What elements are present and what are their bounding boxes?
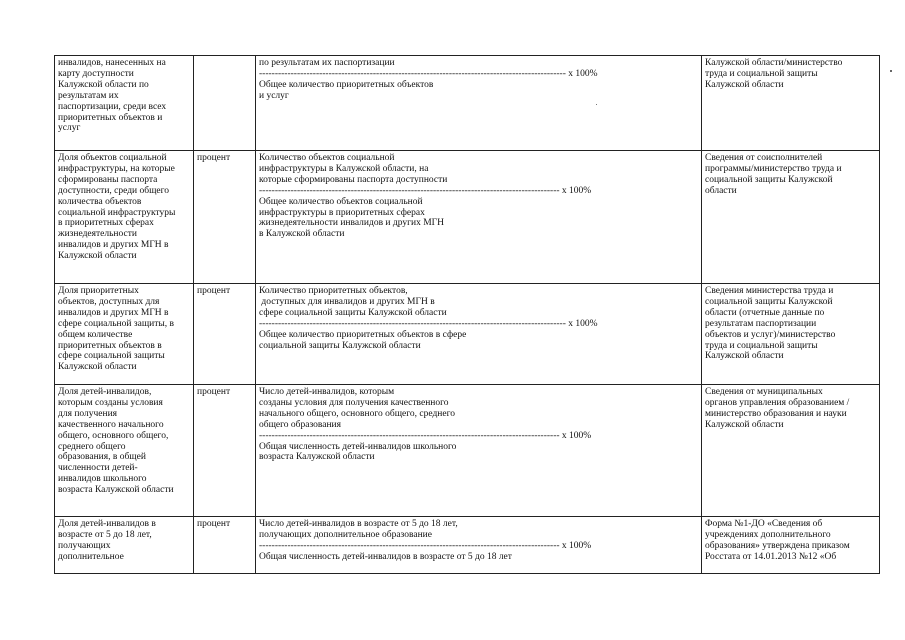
unit-cell: [194, 284, 256, 385]
source-line: образования» утверждена приказом: [705, 540, 850, 551]
formula-line: возраста Калужской области: [259, 452, 375, 463]
indicator-line: среднего общего: [58, 441, 126, 452]
source-line: Калужской области/министерство: [705, 58, 843, 68]
source-line: Калужской области: [705, 351, 784, 362]
formula-cell: [256, 517, 702, 574]
source-cell: [702, 56, 880, 151]
source-line: области (отчетные данные по: [705, 307, 825, 318]
indicator-line: результатам их: [58, 90, 119, 101]
unit-text: процент: [197, 387, 231, 397]
source-line: Калужской области: [705, 79, 784, 90]
source-line: Сведения министерства труда и: [705, 286, 834, 296]
source-line: министерство образования и науки: [705, 408, 847, 419]
indicator-line: услуг: [58, 123, 81, 134]
source-line: социальной защиты Калужской: [705, 174, 833, 185]
source-cell: [702, 385, 880, 517]
table-row: [55, 517, 880, 574]
source-line: учреждениях дополнительного: [705, 529, 831, 540]
formula-line: ------------------------------------------------------------------------------------------------- x 100%: [259, 318, 598, 329]
indicator-line: получающих: [58, 540, 111, 551]
indicator-line: которым созданы условия: [58, 397, 163, 408]
source-line: объектов и услуг)/министерство: [705, 329, 836, 340]
table-row: [55, 151, 880, 284]
formula-line: Общее количество приоритетных объектов в сфере: [259, 329, 467, 340]
unit-cell: [194, 385, 256, 517]
formula-line: Количество приоритетных объектов,: [259, 286, 408, 296]
formula-line: инфраструктуры в приоритетных сферах: [259, 207, 425, 218]
indicator-line: объектов, доступных для: [58, 296, 160, 307]
indicator-line: сфере социальной защиты, в: [58, 318, 174, 329]
indicator-line: Доля детей-инвалидов в: [58, 519, 156, 529]
indicator-cell: [55, 517, 194, 574]
formula-line: Общее количество приоритетных объектов: [259, 79, 434, 90]
formula-line: ------------------------------------------------------------------------------------------------- x 100%: [259, 68, 598, 79]
indicator-line: качественного начального: [58, 419, 164, 430]
indicator-line: возрасте от 5 до 18 лет,: [58, 529, 152, 540]
indicator-line: инвалидов и других МГН в: [58, 240, 169, 251]
indicator-line: карту доступности: [58, 68, 134, 79]
formula-line: получающих дополнительное образование: [259, 529, 432, 540]
formula-line: Общая численность детей-инвалидов школьного: [259, 441, 457, 452]
table-row: [55, 385, 880, 517]
table-row: [55, 284, 880, 385]
indicator-line: инвалидов, нанесенных на: [58, 58, 166, 68]
formula-line: в Калужской области: [259, 229, 345, 240]
source-cell: [702, 517, 880, 574]
indicator-line: инвалидов школьного: [58, 474, 147, 485]
indicators-table: [54, 55, 880, 574]
indicator-line: возраста Калужской области: [58, 485, 174, 496]
source-line: социальной защиты Калужской: [705, 296, 833, 307]
indicator-line: образования, в общей: [58, 452, 146, 463]
formula-line: ----------------------------------------------------------------------------------------------- x 100%: [259, 540, 592, 551]
indicator-line: в приоритетных сферах: [58, 218, 154, 229]
source-line: Сведения от соисполнителей: [705, 153, 823, 163]
formula-line: которые сформированы паспорта доступности: [259, 174, 448, 185]
source-line: Калужской области: [705, 419, 784, 430]
indicator-line: дополнительное: [58, 551, 124, 562]
formula-cell: [256, 151, 702, 284]
unit-cell: [194, 517, 256, 574]
formula-line: Количество объектов социальной: [259, 153, 395, 163]
formula-line: Общая численность детей-инвалидов в возрасте от 5 до 18 лет: [259, 551, 512, 562]
scan-speck: [890, 70, 892, 72]
indicator-line: доступности, среди общего: [58, 185, 170, 196]
unit-text: процент: [197, 519, 231, 529]
indicator-line: Доля объектов социальной: [58, 153, 167, 163]
indicator-line: Доля приоритетных: [58, 286, 139, 296]
indicator-cell: [55, 56, 194, 151]
formula-cell: [256, 284, 702, 385]
formula-cell: [256, 385, 702, 517]
indicator-cell: [55, 385, 194, 517]
indicator-line: приоритетных объектов в: [58, 340, 162, 351]
formula-line: доступных для инвалидов и других МГН в: [259, 296, 435, 307]
unit-text: процент: [197, 153, 231, 163]
formula-cell: [256, 56, 702, 151]
indicator-line: инфраструктуры, на которые: [58, 163, 175, 174]
indicator-line: численности детей-: [58, 463, 138, 474]
indicator-line: сфере социальной защиты: [58, 351, 165, 362]
indicator-line: паспортизации, среди всех: [58, 101, 167, 112]
formula-line: Число детей-инвалидов, которым: [259, 387, 395, 397]
indicator-line: Калужской области: [58, 251, 137, 262]
source-line: Росстата от 14.01.2013 №12 «Об: [705, 551, 837, 562]
formula-line: Общее количество объектов социальной: [259, 196, 423, 207]
formula-line: социальной защиты Калужской области: [259, 340, 421, 351]
indicator-line: приоритетных объектов и: [58, 112, 163, 123]
indicator-line: для получения: [58, 408, 118, 419]
source-line: Форма №1-ДО «Сведения об: [705, 519, 823, 529]
source-cell: [702, 151, 880, 284]
indicator-line: общего, основного общего,: [58, 430, 169, 441]
indicator-line: инвалидов и других МГН в: [58, 307, 169, 318]
source-line: области: [705, 185, 737, 196]
formula-line: Число детей-инвалидов в возрасте от 5 до 18 лет,: [259, 519, 458, 529]
source-line: труда и социальной защиты: [705, 68, 818, 79]
unit-cell: [194, 56, 256, 151]
indicator-line: жизнедеятельности: [58, 229, 137, 240]
formula-line: начального общего, основного общего, среднего: [259, 408, 455, 419]
formula-line: и услуг: [259, 90, 289, 101]
formula-line: созданы условия для получения качественного: [259, 397, 449, 408]
formula-line: ----------------------------------------------------------------------------------------------- x 100%: [259, 430, 592, 441]
unit-cell: [194, 151, 256, 284]
indicator-cell: [55, 151, 194, 284]
formula-line: ----------------------------------------------------------------------------------------------- x 100%: [259, 185, 592, 196]
formula-line: по результатам их паспортизации: [259, 58, 395, 68]
source-line: результатам паспортизации: [705, 318, 817, 329]
formula-line: инфраструктуры в Калужской области, на: [259, 163, 429, 174]
indicator-line: Калужской области по: [58, 79, 149, 90]
source-cell: [702, 284, 880, 385]
indicator-line: социальной инфраструктуры: [58, 207, 176, 218]
indicator-line: Калужской области: [58, 362, 137, 373]
source-line: Сведения от муниципальных: [705, 387, 823, 397]
scan-speck: [596, 104, 597, 105]
source-line: труда и социальной защиты: [705, 340, 818, 351]
indicator-line: сформированы паспорта: [58, 174, 158, 185]
table-row: [55, 56, 880, 151]
unit-text: процент: [197, 286, 231, 296]
formula-line: жизнедеятельности инвалидов и других МГН: [259, 218, 445, 229]
source-line: органов управления образованием /: [705, 397, 850, 408]
formula-line: сфере социальной защиты Калужской области: [259, 307, 447, 318]
formula-line: общего образования: [259, 419, 342, 430]
indicator-cell: [55, 284, 194, 385]
source-line: программы/министерство труда и: [705, 163, 842, 174]
indicator-line: общем количестве: [58, 329, 133, 340]
indicator-line: Доля детей-инвалидов,: [58, 387, 152, 397]
indicator-line: количества объектов: [58, 196, 142, 207]
